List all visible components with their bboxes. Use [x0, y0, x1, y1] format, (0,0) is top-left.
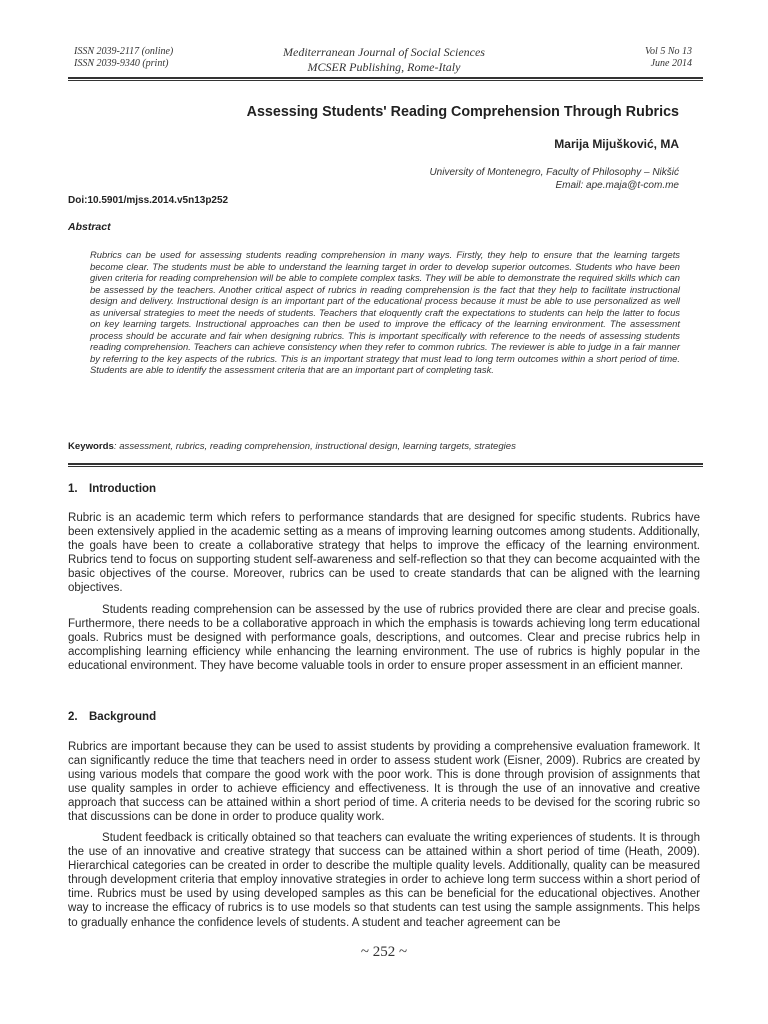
section-title: Introduction [89, 483, 157, 495]
issn-online: ISSN 2039-2117 (online) [74, 46, 174, 57]
section-rule-thick [68, 463, 703, 465]
author-name: Marija Mijušković, MA [554, 137, 679, 151]
header-rule-thin [68, 80, 703, 81]
section-number: 2. [68, 711, 78, 723]
keywords-text: : assessment, rubrics, reading comprehension, instructional design, learning targets, strategies [113, 441, 516, 452]
background-paragraph-2: Student feedback is critically obtained so that teachers can evaluate the writing experiences of students. It is through the use of an innovative and creative strategy that success can be attained within a short period of time (Heath, 2009). Hierarchical categories can be created in order to describe the multiple quality levels. Additionally, quality can be measured through development criteria that employ innovative strategies in order to achieve long term success within a short period of time. Rubrics must be used by using developed samples as this can be beneficial for the educational objectives. Another way to increase the efficacy of rubrics is to use models so that students can test using the sample assignments. This helps to gradually enhance the confidence levels of students. A student and teacher agreement can be [68, 832, 700, 929]
introduction-paragraph-2: Students reading comprehension can be assessed by the use of rubrics provided there are clear and precise goals. Furthermore, there needs to be a collaborative approach in which the emphasis is towards achieving long term educational goals. Rubrics must be designed with performance goals, descriptions, and outcomes. Clear and precise rubrics help in accomplishing learning efficiency while enhancing the learning environment. The use of rubrics is highly popular in the educational environment. They have become valuable tools in order to ensure proper assessment in an efficient manner. [68, 604, 700, 673]
abstract-text: Rubrics can be used for assessing students reading comprehension in many ways. Firstly, they help to ensure that the learning targets become clear. The students must be able to understand the learning target in order to develop superior outcomes. Students who have been given criteria for reading comprehension will be able to complete complex tasks. They will be able to demonstrate the required skills which can be assessed by the teachers. Another critical aspect of rubrics in reading comprehension is the fact that they help to facilitate instructional design and delivery. Instructional design is an important part of the educational process because it must be able to use personalized as well as universal strategies to meet the needs of students. Teachers that eloquently craft the expectations to students can help the latter to focus on key learning targets. Instructional approaches can then be used to improve the efficacy of the learning environment. The assessment process should be accurate and fair when designing rubrics. This is important specifically with reference to the needs of assessing students reading comprehension. Teachers can achieve consistency when they refer to common rubrics. The reviewer is able to judge in a fair manner by referring to the key aspects of the rubrics. This is an important strategy that must lead to long term outcomes within a short period of time. Students are able to identify the assessment criteria that are an important part of completing task. [90, 249, 680, 375]
page-number: ~ 252 ~ [360, 944, 408, 960]
section-heading-introduction [68, 483, 156, 495]
section-heading-background [68, 711, 156, 723]
article-title: Assessing Students' Reading Comprehension Through Rubrics [246, 104, 679, 120]
issn-block [74, 46, 173, 70]
affiliation: University of Montenegro, Faculty of Philosophy – Nikšić [429, 167, 679, 178]
journal-block [200, 45, 568, 75]
section-rule-thin [68, 466, 703, 467]
volume-block [645, 46, 692, 70]
doi: Doi:10.5901/mjss.2014.v5n13p252 [68, 195, 229, 206]
header-rule-thick [68, 77, 703, 79]
issn-print: ISSN 2039-9340 (print) [74, 58, 169, 69]
publisher-name: MCSER Publishing, Rome-Italy [307, 60, 461, 74]
author-affiliation-block [68, 167, 679, 192]
introduction-paragraph-1: Rubric is an academic term which refers to performance standards that are designed for specific students. Rubrics have been extensively applied in the academic setting as a means of improving learning outcomes among students. Additionally, the goals have been to create a collaborative strategy that helps to improve the efficacy of the learning environment. Rubrics tend to focus on supporting student self-awareness and self-reflection so that they can become acquainted with the basic objectives of the course. Moreover, rubrics can be used to create standards that can be aligned with the learning objectives. [68, 512, 700, 595]
section-number: 1. [68, 483, 78, 495]
volume-issue: Vol 5 No 13 [645, 46, 692, 57]
abstract-heading: Abstract [68, 221, 111, 233]
background-paragraph-1: Rubrics are important because they can be used to assist students by providing a comprehensive evaluation framework. It can significantly reduce the time that teachers need in order to assess student work (Eisner, 2009). Rubrics are created by using various models that compare the good work with the poor work. This is done through provision of assignments that use quality samples in order to achieve efficiency and effectiveness. It is through the use of an innovative and creative approach that success can be attained within a short period of time. A criteria needs to be devised for the scoring rubric so that discussions can be done in order to produce quality work. [68, 741, 700, 824]
section-title: Background [89, 711, 157, 723]
keywords-line [68, 441, 516, 452]
issue-date: June 2014 [650, 58, 692, 69]
journal-name: Mediterranean Journal of Social Sciences [283, 45, 485, 59]
keywords-label: Keywords [68, 441, 114, 452]
author-email: Email: ape.maja@t-com.me [555, 179, 679, 191]
